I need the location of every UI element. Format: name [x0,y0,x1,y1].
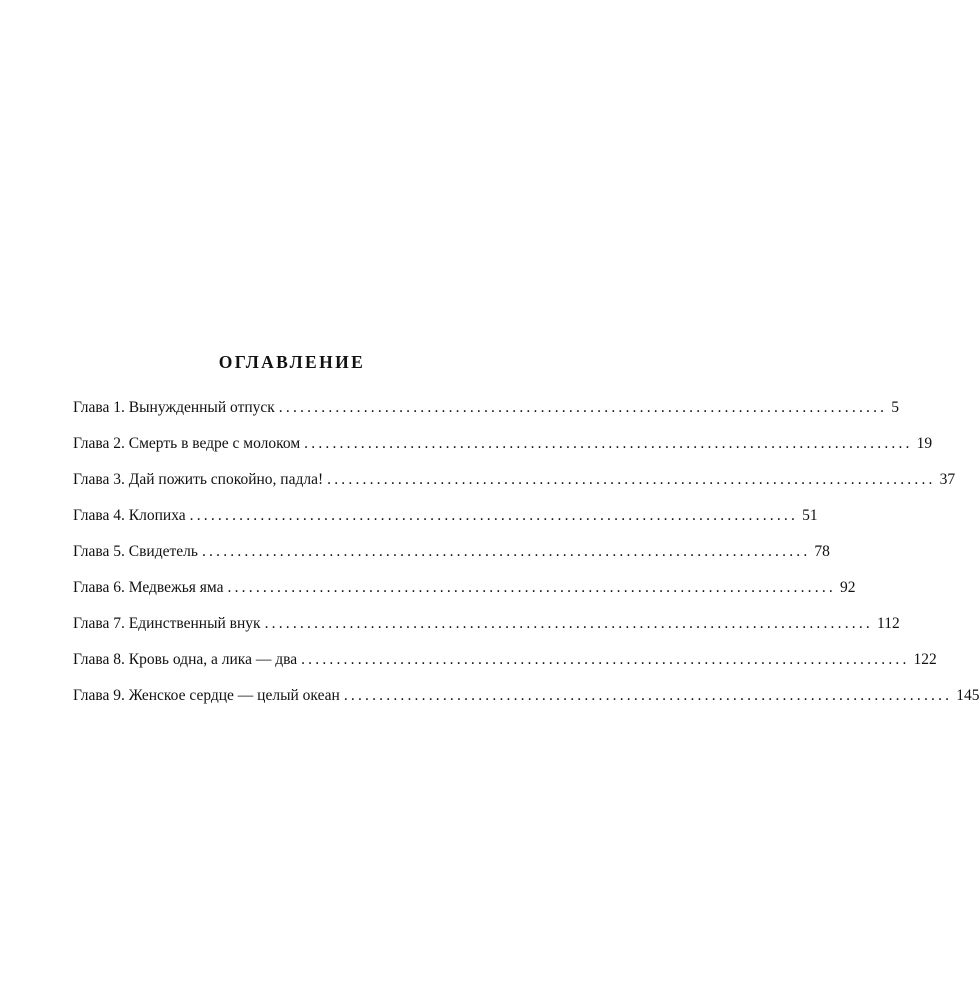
dot-leader: ...................................................................................... [301,651,910,668]
toc-entry-title: Глава 6. Медвежья яма [73,579,224,596]
toc-entry-page: 78 [814,543,830,560]
toc-entry-title: Глава 7. Единственный внук [73,615,261,632]
toc-entry-title: Глава 9. Женское сердце — целый океан [73,687,340,704]
dot-leader: ...................................................................................... [304,435,913,452]
toc-entry [73,507,818,543]
toc-entry-page: 19 [916,435,933,452]
dot-leader: ...................................................................................... [343,687,953,704]
toc-entry [73,687,980,723]
dot-leader: ...................................................................................... [227,579,836,596]
toc-entry-page: 145 [956,687,980,704]
toc-entry-page: 5 [891,399,899,416]
toc-entry-page: 37 [939,471,956,488]
toc-entry [73,399,899,435]
toc-entry-page: 51 [802,507,818,524]
toc-entry-title: Глава 3. Дай пожить спокойно, падла! [73,471,324,488]
toc-entry [73,435,933,471]
toc-entry [73,579,856,615]
toc-entry [73,471,956,507]
toc-entry [73,543,830,579]
toc-entry-title: Глава 4. Клопиха [73,507,186,524]
toc-entry-title: Глава 8. Кровь одна, а лика — два [73,651,298,668]
toc-entry [73,615,900,651]
dot-leader: ...................................................................................... [189,507,799,524]
dot-leader: ...................................................................................... [327,471,936,488]
table-of-contents [73,399,980,723]
toc-entry-page: 92 [839,579,856,596]
dot-leader: ...................................................................................... [201,543,811,560]
toc-entry [73,651,937,687]
toc-entry-page: 112 [877,615,900,632]
toc-entry-title: Глава 1. Вынужденный отпуск [73,399,275,416]
toc-entry-title: Глава 2. Смерть в ведре с молоком [73,435,301,452]
dot-leader: ...................................................................................... [264,615,874,632]
page-title: ОГЛАВЛЕНИЕ [218,352,366,372]
toc-entry-title: Глава 5. Свидетель [73,543,198,560]
toc-entry-page: 122 [913,651,937,668]
dot-leader: ...................................................................................... [278,399,888,416]
